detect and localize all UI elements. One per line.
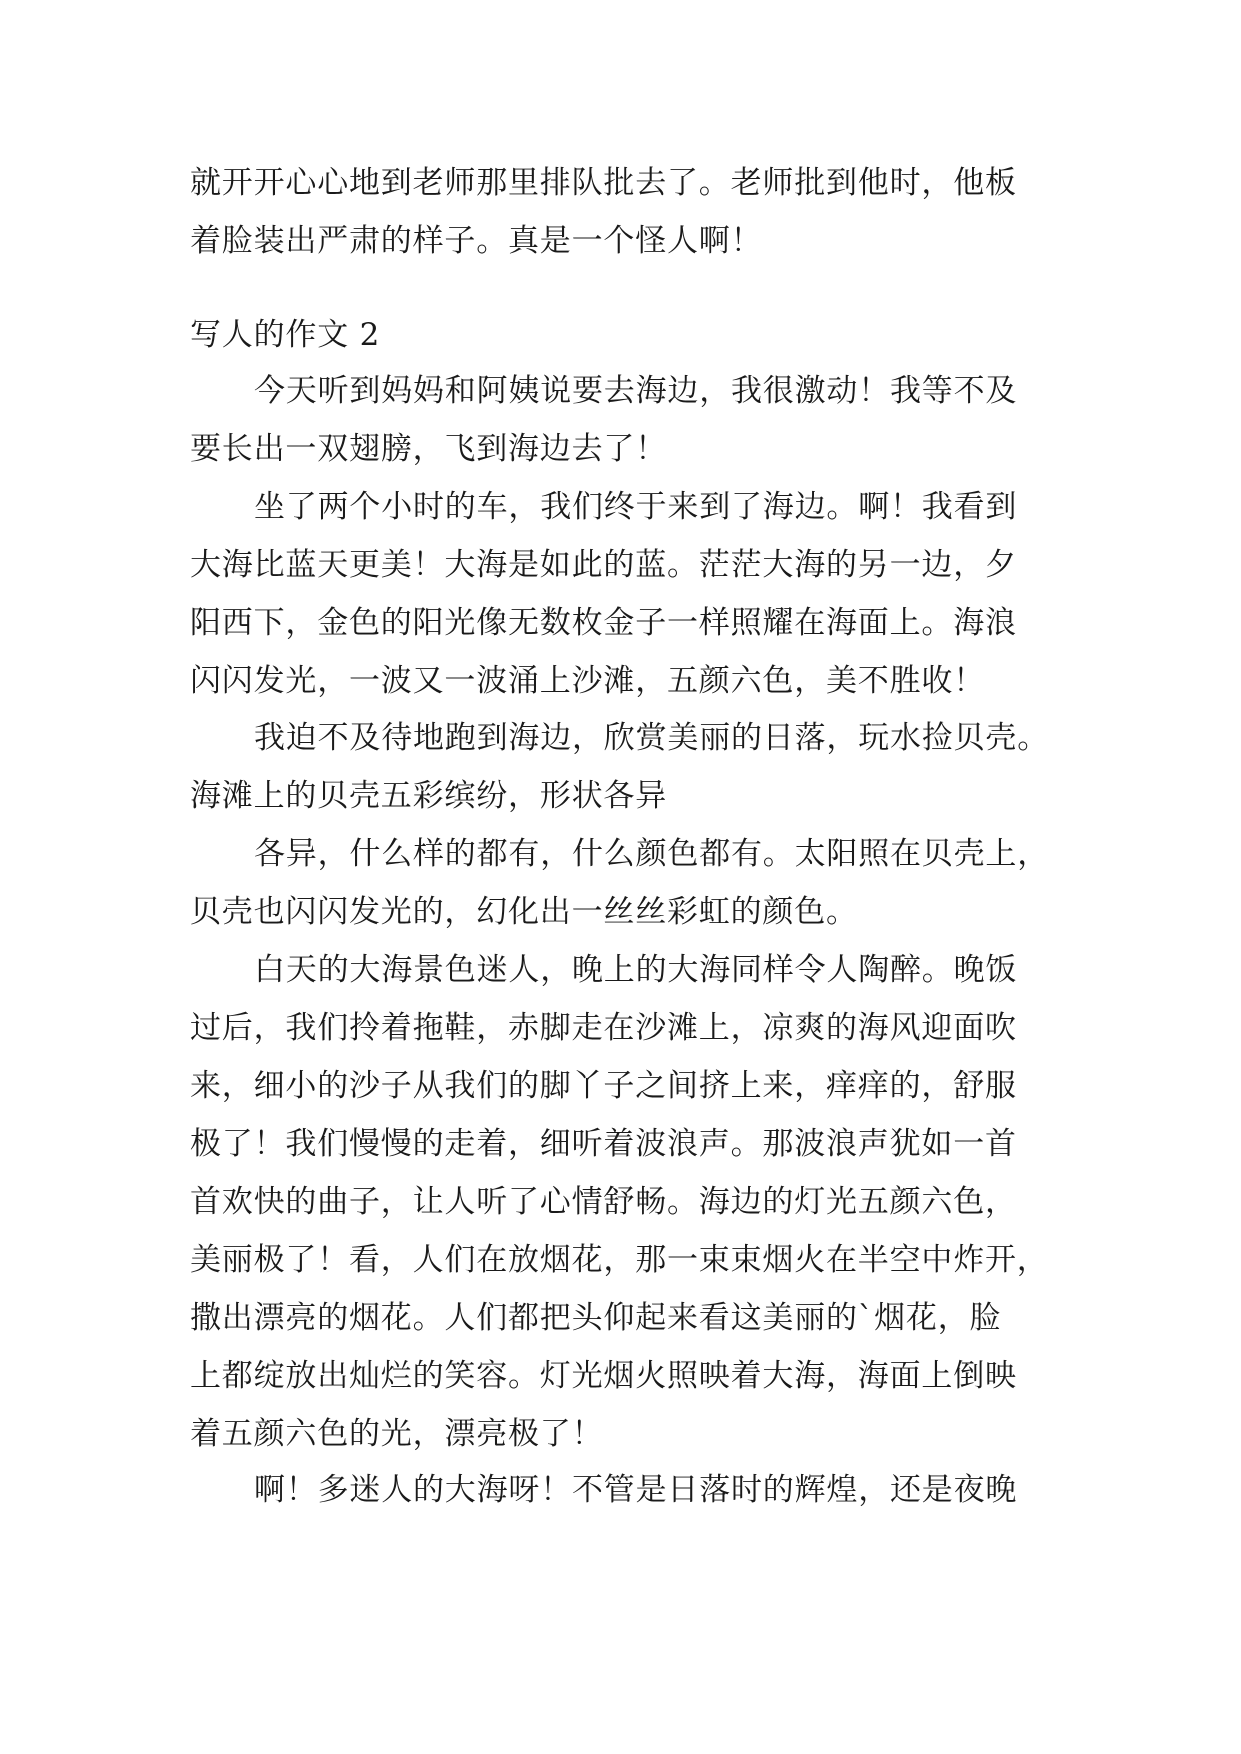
text-line: 坐了两个小时的车，我们终于来到了海边。啊！我看到 [254,489,1018,525]
paragraph-4 [190,825,1050,941]
text-line: 闪闪发光，一波又一波涌上沙滩，五颜六色，美不胜收！ [190,663,985,699]
text-line: 极了！我们慢慢的走着，细听着波浪声。那波浪声犹如一首 [190,1126,1017,1162]
text-line: 就开开心心地到老师那里排队批去了。老师批到他时，他板 [190,165,1017,201]
text-line: 来，细小的沙子从我们的脚丫子之间挤上来，痒痒的，舒服 [190,1068,1017,1104]
essay-title: 写人的作文 2 [190,317,381,353]
continued-paragraph [190,154,1050,270]
text-line: 啊！多迷人的大海呀！不管是日落时的辉煌，还是夜晚 [254,1472,1018,1508]
text-line: 今天听到妈妈和阿姨说要去海边，我很激动！我等不及 [254,373,1018,409]
text-line: 过后，我们拎着拖鞋，赤脚走在沙滩上，凉爽的海风迎面吹 [190,1010,1017,1046]
text-line: 海滩上的贝壳五彩缤纷，形状各异 [190,778,667,814]
paragraph-3 [190,709,1050,825]
text-line: 美丽极了！看，人们在放烟花，那一束束烟火在半空中炸开， [190,1242,1049,1278]
text-line: 撒出漂亮的烟花。人们都把头仰起来看这美丽的`烟花，脸 [190,1300,1002,1336]
text-line: 大海比蓝天更美！大海是如此的蓝。茫茫大海的另一边，夕 [190,547,1017,583]
paragraph-5 [190,941,1050,1463]
essay-title-block [190,306,1050,364]
text-line: 首欢快的曲子，让人听了心情舒畅。海边的灯光五颜六色， [190,1184,1017,1220]
text-line: 要长出一双翅膀，飞到海边去了！ [190,431,667,467]
text-line: 贝壳也闪闪发光的，幻化出一丝丝彩虹的颜色。 [190,894,858,930]
text-line: 我迫不及待地跑到海边，欣赏美丽的日落，玩水捡贝壳。 [254,720,1049,756]
text-line: 各异，什么样的都有，什么颜色都有。太阳照在贝壳上， [254,836,1049,872]
paragraph-1 [190,362,1050,478]
paragraph-6 [190,1461,1050,1519]
text-line: 着脸装出严肃的样子。真是一个怪人啊！ [190,223,763,259]
text-line: 白天的大海景色迷人，晚上的大海同样令人陶醉。晚饭 [254,952,1018,988]
paragraph-2 [190,478,1050,710]
text-line: 着五颜六色的光，漂亮极了！ [190,1416,604,1452]
text-line: 阳西下，金色的阳光像无数枚金子一样照耀在海面上。海浪 [190,605,1017,641]
text-line: 上都绽放出灿烂的笑容。灯光烟火照映着大海，海面上倒映 [190,1358,1017,1394]
